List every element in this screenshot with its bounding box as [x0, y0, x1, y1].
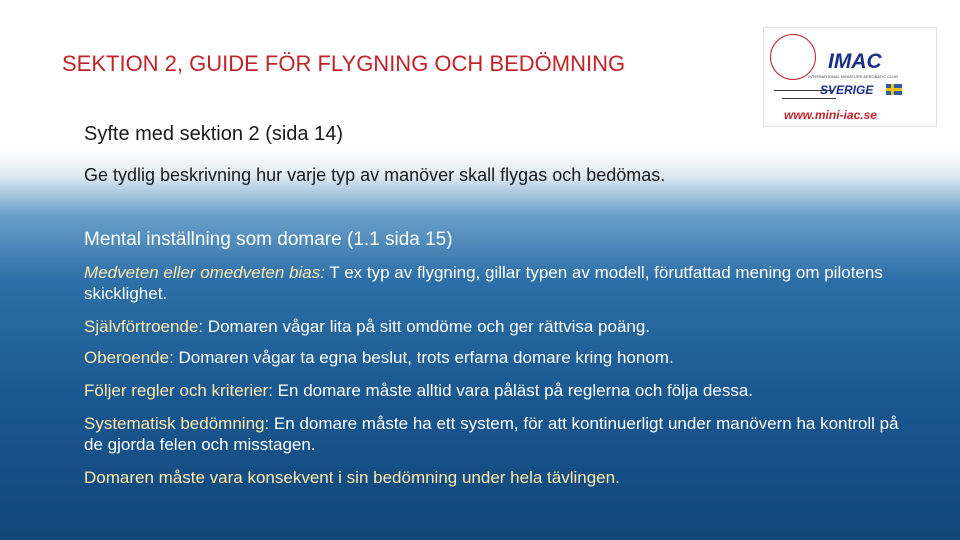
arrow-bullet-icon [62, 467, 84, 468]
bullet-item [62, 262, 922, 304]
bullet-label: Oberoende: [84, 348, 174, 367]
bullet-item [62, 122, 922, 146]
logo-url: www.mini-iac.se [784, 108, 877, 122]
arrow-bullet-icon [62, 262, 84, 263]
bullet-text: Syfte med sektion 2 (sida 14) [84, 123, 344, 145]
bullet-text: En domare måste ha ett system, för att kontinuerligt under manövern ha kontroll på de gjorda felen och misstagen. [84, 414, 899, 454]
bullet-text: T ex typ av flygning, gillar typen av modell, förutfattad mening om pilotens skicklighet. [84, 263, 883, 303]
bullet-item [62, 347, 922, 368]
bullet-text: Mental inställning som domare (1.1 sida 15) [84, 229, 453, 250]
arrow-bullet-icon [62, 163, 84, 164]
bullet-label: Självförtroende: [84, 317, 204, 336]
bullet-label: Medveten eller omedveten bias: [84, 263, 325, 282]
bullet-item [62, 316, 922, 337]
logo-country-text: SVERIGE [820, 83, 874, 97]
logo-line [782, 98, 836, 99]
arrow-bullet-icon [62, 122, 84, 123]
bullet-item [62, 228, 922, 252]
imac-sverige-logo [763, 27, 937, 127]
arrow-bullet-icon [62, 347, 84, 348]
arrow-bullet-icon [62, 228, 84, 229]
logo-subline: INTERNATIONAL MINIATURE AEROBATIC CLUB [808, 74, 898, 79]
bullet-label: Följer regler och kriterier: [84, 381, 273, 400]
bullet-text: Domaren vågar ta egna beslut, trots erfarna domare kring honom. [173, 348, 674, 367]
bullet-item [62, 467, 922, 488]
bullet-item [62, 380, 922, 401]
logo-imac-text: IMAC [828, 50, 882, 73]
arrow-bullet-icon [62, 316, 84, 317]
bullet-text: En domare måste alltid vara påläst på reglerna och följa dessa. [272, 381, 753, 400]
bullet-item [62, 413, 922, 455]
page-title: SEKTION 2, GUIDE FÖR FLYGNING OCH BEDÖMNING [62, 51, 626, 76]
bullet-text: Domaren måste vara konsekvent i sin bedömning under hela tävlingen. [84, 468, 620, 487]
arrow-bullet-icon [62, 413, 84, 414]
arrow-bullet-icon [62, 380, 84, 381]
bullet-text: Domaren vågar lita på sitt omdöme och ger rättvisa poäng. [203, 317, 651, 336]
bullet-item [62, 163, 922, 187]
swedish-flag-icon [886, 84, 902, 95]
bullet-text: Ge tydlig beskrivning hur varje typ av manöver skall flygas och bedömas. [84, 165, 666, 185]
bullet-label: Systematisk bedömning: [84, 414, 270, 433]
